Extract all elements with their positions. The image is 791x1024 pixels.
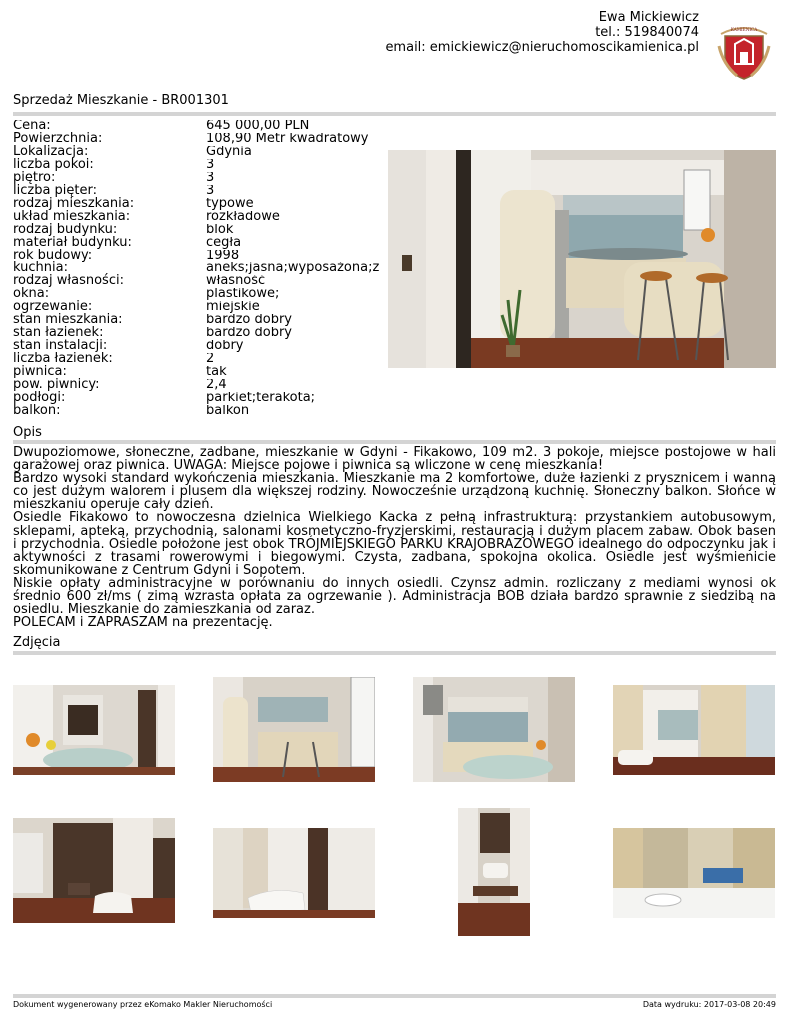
spec-value: dobry: [206, 340, 244, 354]
photo-thumbnail: [613, 685, 775, 775]
spec-value: bardzo dobry: [206, 314, 292, 328]
spec-value: 2,4: [206, 379, 227, 393]
photos-divider: [13, 651, 776, 655]
spec-label: liczba łazienek:: [13, 351, 113, 367]
spec-label: ogrzewanie:: [13, 299, 93, 315]
spec-value: Gdynia: [206, 145, 252, 159]
spec-value: balkon: [206, 404, 250, 418]
spec-row: [13, 379, 388, 392]
description-paragraph: Niskie opłaty administracyjne w porównaniu do innych osiedli. Czynsz admin. rozliczany z mediami wynosi ok średnio 600 zł/ms ( zimą wzrasta opłata za ogrzewanie ). Administracja BOB działa bardzo sprawnie z siedzibą na osiedlu. Mieszkanie do zamieszkania od zaraz.: [13, 575, 776, 618]
spec-value: 3: [206, 171, 215, 185]
photo-thumbnail: [13, 685, 175, 775]
agent-name: Ewa Mickiewicz: [598, 10, 699, 25]
description-heading: Opis: [13, 425, 42, 440]
spec-value: 645 000,00 PLN: [206, 120, 310, 133]
spec-value: rozkładowe: [206, 210, 280, 224]
spec-row: [13, 247, 388, 263]
spec-label: materiał budynku:: [13, 234, 132, 250]
spec-label: okna:: [13, 286, 50, 302]
spec-row: [13, 156, 388, 172]
spec-label: Cena:: [13, 120, 51, 133]
agency-logo: [715, 20, 773, 82]
spec-label: liczba pokoi:: [13, 156, 94, 172]
spec-value: plastikowe;: [206, 288, 280, 302]
spec-label: kuchnia:: [13, 260, 68, 276]
spec-label: rodzaj mieszkania:: [13, 195, 135, 211]
footer-print-date: Data wydruku: 2017-03-08 20:49: [642, 1000, 776, 1009]
svg-text:KAMIENICA: KAMIENICA: [730, 27, 758, 32]
spec-label: stan instalacji:: [13, 338, 108, 354]
spec-value: aneks;jasna;wyposażona;z: [206, 262, 380, 276]
description-divider: [13, 440, 776, 444]
spec-label: rok budowy:: [13, 247, 93, 263]
spec-value: parkiet;terakota;: [206, 392, 316, 405]
photo-thumbnail: [13, 818, 175, 923]
spec-label: układ mieszkania:: [13, 208, 131, 224]
spec-value: tak: [206, 366, 227, 380]
photos-heading: Zdjęcia: [13, 635, 61, 650]
agent-contact: [385, 10, 699, 55]
spec-label: pow. piwnicy:: [13, 377, 100, 393]
spec-row: [13, 392, 388, 405]
agent-email: email: emickiewicz@nieruchomoscikamienica.pl: [385, 40, 699, 55]
title-divider: [13, 112, 776, 116]
photo-thumbnail: [213, 677, 375, 782]
spec-value: 2: [206, 353, 215, 367]
spec-label: piętro:: [13, 169, 56, 185]
spec-value: bardzo dobry: [206, 327, 292, 341]
spec-label: stan łazienek:: [13, 325, 104, 341]
spec-list: [13, 120, 388, 418]
description-paragraph: Bardzo wysoki standard wykończenia mieszkania. Mieszkanie ma 2 komfortowe, duże łazienki z prysznicem i wanną co jest dużym walorem i plusem dla większej rodziny. Nowocześnie urządzoną kuchnię. Słoneczny balkon. Słońce w mieszkaniu operuje cały dzień.: [13, 471, 776, 513]
photo-thumbnail: [213, 828, 375, 918]
spec-value: 108,90 Metr kwadratowy: [206, 132, 369, 146]
description-paragraph: POLECAM i ZAPRASZAM na prezentację.: [13, 615, 273, 631]
spec-label: Lokalizacja:: [13, 143, 89, 159]
spec-label: Powierzchnia:: [13, 130, 103, 146]
photo-thumbnail: [613, 828, 775, 918]
spec-value: 3: [206, 158, 215, 172]
spec-label: piwnica:: [13, 364, 67, 380]
spec-row: [13, 275, 388, 288]
spec-value: cegła: [206, 236, 242, 250]
spec-value: 1998: [206, 249, 240, 263]
photo-thumbnail: [458, 808, 530, 936]
spec-label: podłogi:: [13, 390, 66, 406]
agent-phone: tel.: 519840074: [595, 25, 699, 40]
description-paragraph: Osiedle Fikakowo to nowoczesna dzielnica Wielkiego Kacka z pełną infrastrukturą: przystankiem autobusowym, sklepami, apteką, przychodnią, salonami kosmetyczno-fryzjerskimi, restauracją i dużym placem zabaw. Obok basen i przychodnia. Osiedle położone jest obok TRÓJMIEJSKIEGO PARKU KRAJOBRAZOWEGO idealnego do odpoczynku jak i aktywności z trasami rowerowymi i biegowymi. Czysta, zadbana, spokojna okolica. Osiedle jest wyśmienicie skomunikowane z Centrum Gdyni i Sopotem.: [13, 510, 776, 578]
spec-value: blok: [206, 223, 234, 237]
listing-title: Sprzedaż Mieszkanie - BR001301: [13, 93, 229, 108]
photo-thumbnail: [413, 677, 575, 782]
spec-label: rodzaj budynku:: [13, 221, 118, 237]
spec-value: 3: [206, 184, 215, 198]
main-photo: [388, 150, 776, 368]
footer-divider: [13, 994, 776, 998]
spec-label: stan mieszkania:: [13, 312, 123, 328]
spec-label: liczba pięter:: [13, 182, 97, 198]
footer-generator: Dokument wygenerowany przez eKomako Makler Nieruchomości: [13, 1000, 273, 1009]
spec-value: własność: [206, 275, 266, 289]
spec-value: typowe: [206, 197, 254, 211]
description-paragraph: Dwupoziomowe, słoneczne, zadbane, mieszkanie w Gdyni - Fikakowo, 109 m2. 3 pokoje, miejsce postojowe w hali garażowej oraz piwnica. UWAGA: Miejsce pojowe i piwnica są wliczone w cenę mieszkania!: [13, 445, 776, 474]
spec-row: [13, 402, 388, 418]
description-text: [13, 446, 776, 629]
spec-label: rodzaj własności:: [13, 273, 124, 289]
spec-label: balkon:: [13, 402, 61, 418]
spec-value: miejskie: [206, 301, 260, 315]
spec-row: [13, 353, 388, 366]
